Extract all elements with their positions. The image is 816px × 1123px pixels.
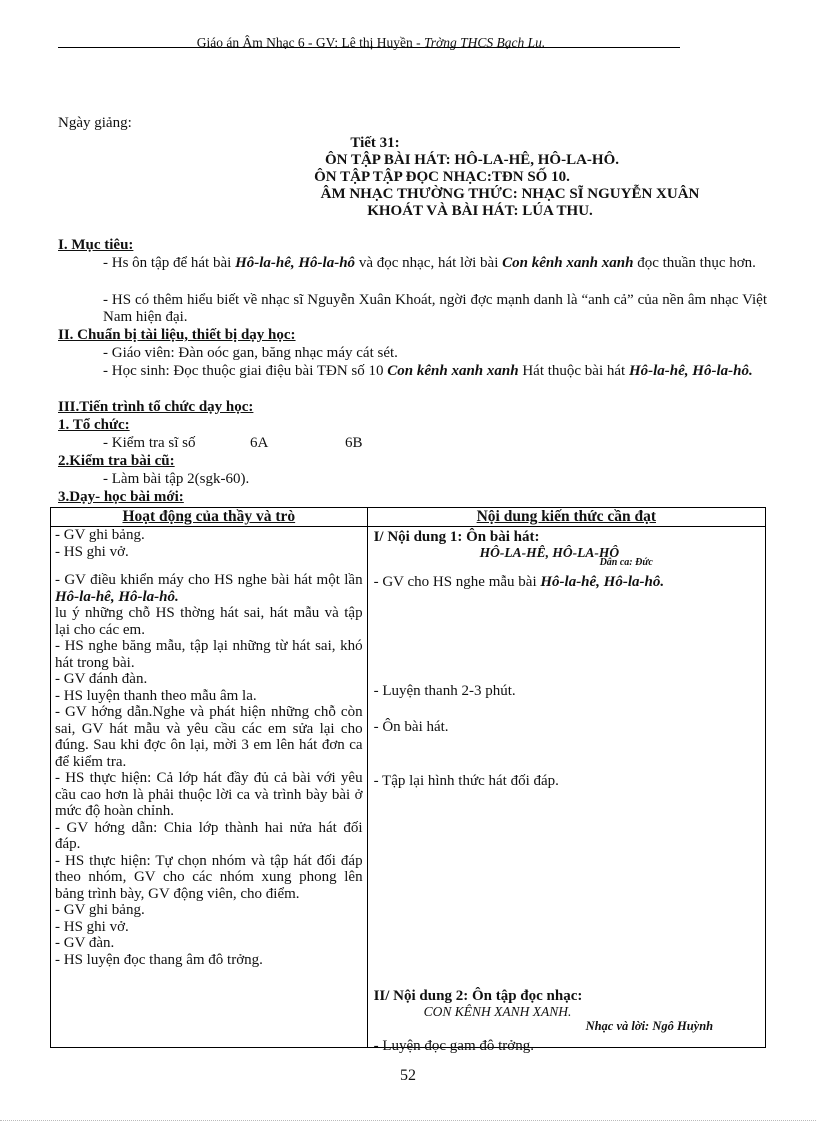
list-item: - HS thực hiện: Cả lớp hát đầy đủ cả bài với yêu cầu cao hơn là phải thuộc lời ca và trình bày bài ở mức độ hoàn chỉnh. xyxy=(55,770,363,819)
header-rule xyxy=(58,47,680,48)
section-1-heading: I. Mục tiêu: xyxy=(58,237,134,253)
title-line-2: ÔN TẬP TẬP ĐỌC NHẠC:TĐN SỐ 10. xyxy=(314,169,570,185)
content-1-heading: I/ Nội dung 1: Ôn bài hát: xyxy=(373,529,540,545)
subsection-1-heading: 1. Tổ chức: xyxy=(58,417,130,433)
section-2-heading: II. Chuẩn bị tài liệu, thiết bị dạy học: xyxy=(58,327,296,343)
song-title: Hô-la-hê, Hô-la-hô xyxy=(235,255,356,271)
content-item: - Luyện đọc gam đô trởng. xyxy=(373,1038,534,1054)
content-item: - Tập lại hình thức hát đối đáp. xyxy=(373,773,559,789)
list-item: - HS luyện thanh theo mẫu âm la. xyxy=(55,687,257,704)
song-title: Hô-la-hê, Hô-la-hô. xyxy=(55,588,179,605)
content-item: - Ôn bài hát. xyxy=(373,719,449,735)
song-title: Hô-la-hê, Hô-la-hô. xyxy=(540,574,665,590)
activities-cell xyxy=(51,527,368,1048)
section-3-heading: III.Tiến trình tổ chức dạy học: xyxy=(58,399,254,415)
song-title: Con kênh xanh xanh xyxy=(502,255,634,271)
title-line-4: KHOÁT VÀ BÀI HÁT: LÚA THU. xyxy=(367,203,593,219)
header-text: Giáo án Âm Nhạc 6 - GV: Lê thị Huyền - xyxy=(196,35,425,50)
page-header xyxy=(60,34,682,52)
title-line-3: ÂM NHẠC THƯỜNG THỨC: NHẠC SĨ NGUYỄN XUÂN xyxy=(320,186,700,202)
lesson-table xyxy=(50,507,766,1054)
class-6b: 6B xyxy=(345,435,363,451)
page-bottom-divider xyxy=(0,1120,816,1121)
song-1-title: HÔ-LA-HÊ, HÔ-LA-HÔ xyxy=(479,545,620,560)
list-item: - HS ghi vở. xyxy=(55,543,129,560)
list-item: - GV ghi bảng. xyxy=(55,902,145,918)
lesson-number: Tiết 31: xyxy=(350,135,400,151)
song-title: Hô-la-hê, Hô-la-hô. xyxy=(628,363,753,379)
list-item: lu ý những chỗ HS thờng hát sai, hát mẫu và tập lại cho các em. xyxy=(55,605,363,638)
list-item: - HS luyện đọc thang âm đô trởng. xyxy=(55,951,263,968)
list-item: - HS thực hiện: Tự chọn nhóm và tập hát đối đáp theo nhóm, GV cho các nhóm xung phong lên bảng trình bày, GV động viên, cho điểm. xyxy=(55,852,363,902)
list-item: - GV hớng dẫn: Chia lớp thành hai nửa hát đối đáp. xyxy=(55,819,363,852)
song-2-title: CON KÊNH XANH XANH. xyxy=(423,1004,572,1019)
content-cell xyxy=(367,527,765,1054)
section-2-paragraph-2: - Học sinh: Đọc thuộc giai điệu bài TĐN số 10 Con kênh xanh xanh Hát thuộc bài hát Hô-la-hê, Hô-la-hô. xyxy=(103,363,753,379)
content-item: - GV cho HS nghe mẫu bài Hô-la-hê, Hô-la-hô. xyxy=(373,574,665,590)
subsection-3-heading: 3.Dạy- học bài mới: xyxy=(58,489,184,505)
subsection-2-heading: 2.Kiểm tra bài cũ: xyxy=(58,453,175,469)
content-2-heading: II/ Nội dung 2: Ôn tập đọc nhạc: xyxy=(373,988,583,1004)
list-item: - HS ghi vở. xyxy=(55,918,129,935)
list-item: - GV đàn. xyxy=(55,935,115,951)
homework-check: - Làm bài tập 2(sgk-60). xyxy=(103,471,250,487)
class-6a: 6A xyxy=(250,435,269,451)
header-school: Trờng THCS Bạch Lu. xyxy=(424,35,546,50)
title-line-1: ÔN TẬP BÀI HÁT: HÔ-LA-HÊ, HÔ-LA-HÔ. xyxy=(324,152,620,168)
section-1-paragraph-1: - Hs ôn tập để hát bài Hô-la-hê, Hô-la-hô và đọc nhạc, hát lời bài Con kênh xanh xanh đọc thuần thục hơn. xyxy=(103,255,756,271)
attendance-check: - Kiểm tra sĩ số xyxy=(103,435,196,451)
table-header-left: Hoạt động của thầy và trò xyxy=(51,508,368,527)
list-item: - GV đánh đàn. xyxy=(55,671,148,687)
activities-list xyxy=(51,527,367,968)
table-header-row xyxy=(51,508,766,527)
section-2-paragraph-1: - Giáo viên: Đàn oóc gan, băng nhạc máy cát sét. xyxy=(103,345,398,361)
song-1-credit: Dân ca: Đức xyxy=(599,557,653,568)
list-item: - GV điều khiển máy cho HS nghe bài hát một lần Hô-la-hê, Hô-la-hô. xyxy=(55,572,363,605)
table-row xyxy=(51,527,766,1048)
page-number: 52 xyxy=(400,1067,416,1084)
song-2-credit: Nhạc và lời: Ngô Huỳnh xyxy=(585,1019,714,1033)
list-item: - GV ghi bảng. xyxy=(55,527,145,543)
section-1-paragraph-2: - HS có thêm hiểu biết về nhạc sĩ Nguyễn Xuân Khoát, ngời đợc mạnh danh là “anh cả” của nền âm nhạc Việt Nam hiện đại. xyxy=(103,292,767,325)
ngay-giang-label: Ngày giảng: xyxy=(58,115,132,131)
song-title: Con kênh xanh xanh xyxy=(387,363,519,379)
list-item: - HS nghe băng mẫu, tập lại những từ hát sai, khó hát trong bài. xyxy=(55,638,363,671)
table-header-right: Nội dung kiến thức cần đạt xyxy=(367,508,765,527)
content-item: - Luyện thanh 2-3 phút. xyxy=(373,683,516,699)
list-item: - GV hớng dẫn.Nghe và phát hiện những chỗ còn sai, GV hát mẫu và yêu cầu các em sửa lại cho đúng. Sau khi đợc ôn lại, mời 3 em lên hát đơn ca để kiểm tra. xyxy=(55,704,363,770)
